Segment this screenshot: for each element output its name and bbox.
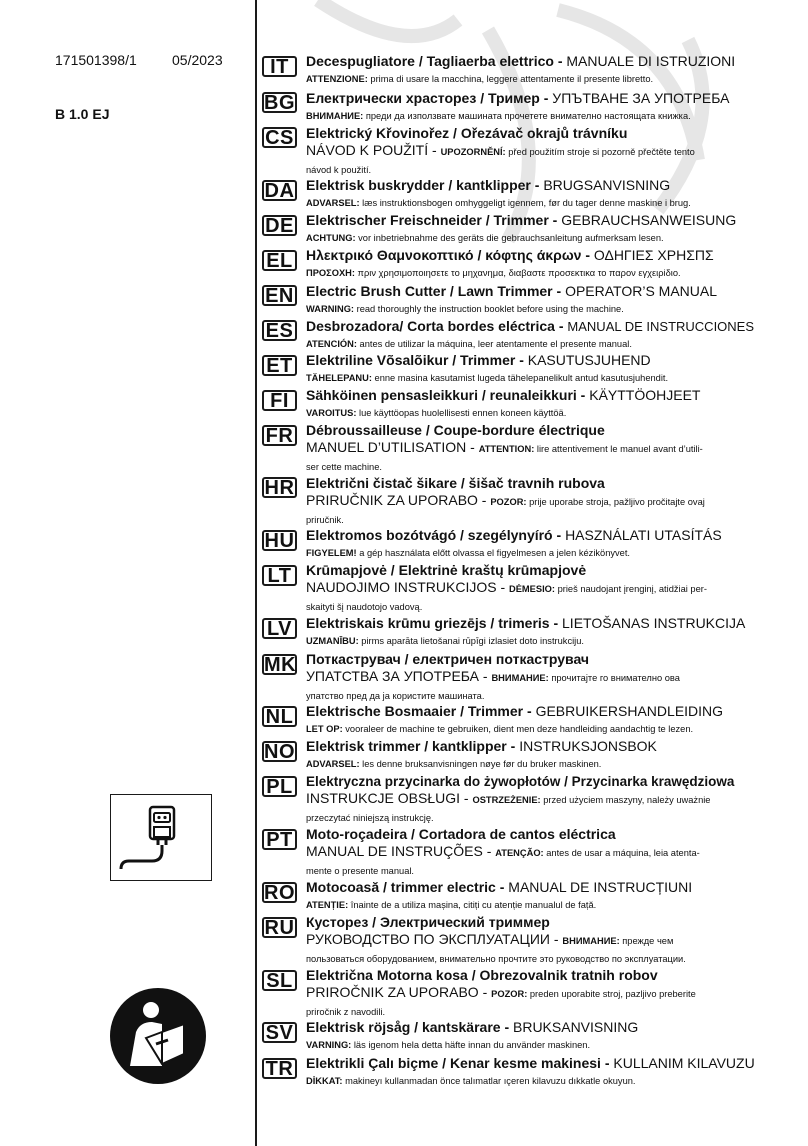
warning-label: LET OP:: [306, 724, 343, 734]
product-title: Krūmapjovė / Elektrinė kraštų krūmapjovė: [306, 562, 587, 578]
warning-label: ADVARSEL:: [306, 198, 360, 208]
lang-entry: [306, 527, 758, 562]
manual-title: GEBRAUCHSANWEISUNG: [561, 212, 737, 228]
manual-title: MANUAL DE INSTRUÇÕES -: [306, 843, 496, 859]
product-title: Motocoasă / trimmer electric -: [306, 879, 509, 895]
warning-label: ATTENZIONE:: [306, 74, 368, 84]
product-title: Sähköinen pensasleikkuri / reunaleikkuri -: [306, 387, 590, 403]
warning-label: VARNING:: [306, 1040, 352, 1050]
manual-title: УПАТСТВА ЗА УПОТРЕБА -: [306, 668, 492, 684]
warning-text: preden uporabite stroj, pazljivo preberite: [527, 989, 696, 999]
plug-icon: [110, 794, 212, 881]
product-title: Elektrisk trimmer / kantklipper -: [306, 738, 520, 754]
product-title: Desbrozadora/ Corta bordes eléctrica -: [306, 318, 568, 334]
product-title: Electric Brush Cutter / Lawn Trimmer -: [306, 283, 566, 299]
warning-text: pirms aparāta lietošanai rūpīgi izlasiet doto instrukciju.: [358, 636, 584, 646]
lang-entry: [306, 773, 758, 827]
lang-badge: LT: [262, 565, 297, 586]
warning-text-cont: mente o presente manual.: [306, 866, 415, 876]
warning-label: DĖMESIO:: [509, 584, 555, 594]
warning-label: ВНИМАНИЕ:: [491, 673, 549, 683]
lang-badge: NO: [264, 741, 295, 763]
warning-text-cont: návod k použití.: [306, 165, 372, 175]
lang-badge: DA: [262, 180, 297, 201]
manual-title: HASZNÁLATI UTASÍTÁS: [565, 527, 722, 543]
warning-text: vor inbetriebnahme des geräts die gebrauchsanleitung aufmerksam lesen.: [355, 233, 664, 243]
lang-entry: [306, 826, 758, 880]
warning-text: antes de utilizar la máquina, leer atentamente el presente manual.: [356, 339, 632, 349]
warning-text: lire attentivement le manuel avant d’utili-: [534, 444, 703, 454]
model-name: B 1.0 EJ: [55, 106, 110, 122]
manual-title: MANUEL D’UTILISATION -: [306, 439, 479, 455]
manual-title: MANUALE DI ISTRUZIONI: [566, 53, 736, 69]
lang-badge: DE: [262, 215, 297, 236]
manual-title: KULLANIM KILAVUZU: [613, 1055, 755, 1071]
lang-entry: [306, 651, 758, 705]
warning-text: enne masina kasutamist lugeda tähelepanelikult antud kasutusjuhendit.: [371, 373, 669, 383]
lang-badge: TR: [262, 1058, 297, 1079]
lang-badge: PT: [262, 829, 297, 850]
lang-entry: [306, 352, 758, 387]
lang-entry: [306, 738, 758, 773]
product-title: Moto-roçadeira / Cortadora de cantos eléctrica: [306, 826, 616, 842]
document-date: 05/2023: [172, 52, 223, 68]
warning-text: înainte de a utiliza mașina, citiți cu atenție manualul de față.: [348, 900, 597, 910]
manual-title: KASUTUSJUHEND: [527, 352, 651, 368]
lang-entry: [306, 90, 758, 125]
manual-title: INSTRUKSJONSBOK: [519, 738, 657, 754]
lang-badge: SL: [262, 970, 297, 991]
lang-entry: [306, 125, 758, 179]
product-title: Decespugliatore / Tagliaerba elettrico -: [306, 53, 567, 69]
warning-text: makineyı kullanmadan önce talımatlar ıçeren kilavuzu dıkkatle okuyun.: [342, 1076, 636, 1086]
lang-badge: ES: [262, 320, 297, 341]
warning-text: прежде чем: [619, 936, 674, 946]
warning-text: read thoroughly the instruction booklet before using the machine.: [354, 304, 624, 314]
warning-label: FIGYELEM!: [306, 548, 357, 558]
manual-title: NAUDOJIMO INSTRUKCIJOS -: [306, 579, 510, 595]
manual-title: GEBRUIKERSHANDLEIDING: [535, 703, 724, 719]
warning-text: læs instruktionsbogen omhyggeligt igennem, før du tager denne maskine i brug.: [359, 198, 691, 208]
lang-entry: [306, 53, 758, 88]
lang-badge: EL: [262, 250, 297, 271]
warning-label: ATENȚIE:: [306, 900, 349, 910]
manual-title: INSTRUKCJE OBSŁUGI -: [306, 790, 473, 806]
warning-text: πριν χρησιμοποιησετε το μηχανημα, διαβαστε προσεκτικα το παρον εγχειρiδιο.: [354, 268, 681, 278]
warning-label: VAROITUS:: [306, 408, 357, 418]
warning-label: UPOZORNĚNÍ:: [440, 147, 506, 157]
product-title: Elektriskais krūmu griezējs / trimeris -: [306, 615, 563, 631]
product-title: Električni čistač šikare / šišač travnih rubova: [306, 475, 605, 491]
product-title: Ηλεκτρικό Θαμνοκοπτικό / κόφτης άκρων -: [306, 247, 594, 263]
lang-badge: IT: [262, 56, 297, 77]
product-title: Elektrische Bosmaaier / Trimmer -: [306, 703, 536, 719]
lang-entry: [306, 562, 758, 616]
lang-entry: [306, 967, 758, 1021]
lang-badge: HR: [262, 477, 297, 498]
warning-text: a gép használata előtt olvassa el figyelmesen a jelen kézikönyvet.: [356, 548, 631, 558]
warning-text-cont: пользоваться оборудованием, внимательно прочтите это руководство по эксплуатации.: [306, 954, 686, 964]
warning-text: prima di usare la macchina, leggere attentamente il presente libretto.: [367, 74, 654, 84]
lang-entry: [306, 475, 758, 529]
warning-text: прочитајте го внимателно ова: [548, 673, 680, 683]
product-title: Elektriline Võsalõikur / Trimmer -: [306, 352, 528, 368]
product-title: Débroussailleuse / Coupe-bordure électrique: [306, 422, 605, 438]
lang-entry: [306, 615, 758, 650]
lang-entry: [306, 879, 758, 914]
warning-text: les denne bruksanvisningen nøye før du bruker maskinen.: [359, 759, 602, 769]
warning-text: antes de usar a máquina, leia atenta-: [543, 848, 700, 858]
warning-text-cont: priručnik.: [306, 515, 344, 525]
lang-entry: [306, 247, 758, 282]
manual-title: ΟΔΗΓΙΕΣ ΧΡΗΣΠΣ: [593, 247, 714, 263]
product-title: Elektromos bozótvágó / szegélynyíró -: [306, 527, 566, 543]
lang-entry: [306, 1055, 758, 1090]
lang-entry: [306, 318, 758, 353]
lang-badge: CS: [262, 127, 297, 148]
warning-text-cont: ser cette machine.: [306, 462, 382, 472]
lang-badge: MK: [264, 654, 297, 676]
lang-badge: BG: [264, 92, 295, 114]
product-title: Поткаструвач / електричен поткаструвач: [306, 651, 590, 667]
product-title: Elektrischer Freischneider / Trimmer -: [306, 212, 562, 228]
product-title: Električna Motorna kosa / Obrezovalnik tratnih robov: [306, 967, 658, 983]
warning-text: преди да използвате машината прочетете внимателно настоящата книжка.: [363, 111, 691, 121]
warning-label: ADVARSEL:: [306, 759, 360, 769]
warning-text-cont: przeczytać niniejszą instrukcję.: [306, 813, 434, 823]
warning-text: lue käyttöopas huolellisesti ennen koneen käyttöä.: [356, 408, 567, 418]
manual-title: KÄYTTÖOHJEET: [589, 387, 701, 403]
warning-label: ВНИМАНИЕ:: [562, 936, 620, 946]
manual-title: LIETOŠANAS INSTRUKCIJA: [562, 615, 746, 631]
product-title: Elektryczna przycinarka do żywopłotów / Przycinarka krawędziowa: [306, 774, 735, 789]
lang-badge: PL: [262, 776, 297, 797]
product-title: Кусторез / Электрический триммер: [306, 914, 550, 930]
lang-entry: [306, 422, 758, 476]
warning-text: prije uporabe stroja, pažljivo pročitajte ovaj: [526, 497, 705, 507]
lang-entry: [306, 387, 758, 422]
lang-entry: [306, 177, 758, 212]
lang-badge: EN: [262, 285, 297, 306]
manual-title: PRIRUČNIK ZA UPORABO -: [306, 492, 491, 508]
manual-title: PRIROČNIK ZA UPORABO -: [306, 984, 492, 1000]
warning-label: ATTENTION:: [478, 444, 535, 454]
warning-label: ВНИМАНИЕ:: [306, 111, 364, 121]
lang-badge: HU: [262, 530, 297, 551]
lang-badge: NL: [262, 706, 297, 727]
manual-title: MANUAL DE INSTRUCCIONES: [567, 319, 755, 334]
warning-label: DİKKAT:: [306, 1076, 343, 1086]
warning-label: POZOR:: [490, 497, 527, 507]
warning-label: ACHTUNG:: [306, 233, 356, 243]
warning-text: vooraleer de machine te gebruiken, dient men deze handleiding aandachtig te lezen.: [342, 724, 694, 734]
manual-title: BRUKSANVISNING: [513, 1019, 639, 1035]
lang-entry: [306, 283, 758, 318]
product-title: Електрически храсторез / Тример -: [306, 90, 553, 106]
document-code: 171501398/1: [55, 52, 137, 68]
warning-text-cont: skaityti šį naudotojo vadovą.: [306, 602, 423, 612]
warning-label: ATENÇÃO:: [495, 848, 544, 858]
lang-badge: LV: [262, 618, 297, 639]
lang-badge: FI: [262, 390, 297, 411]
warning-text-cont: priročnik z navodili.: [306, 1007, 386, 1017]
manual-title: OPERATOR’S MANUAL: [565, 283, 718, 299]
warning-label: WARNING:: [306, 304, 355, 314]
product-title: Elektrisk buskrydder / kantklipper -: [306, 177, 544, 193]
warning-text: prieš naudojant įrenginį, atidžiai per-: [555, 584, 707, 594]
product-title: Elektrisk röjsåg / kantskärare -: [306, 1019, 513, 1035]
warning-label: POZOR:: [491, 989, 528, 999]
read-manual-icon: [110, 988, 206, 1084]
warning-label: TÄHELEPANU:: [306, 373, 372, 383]
warning-label: ΠΡΟΣΟΧΗ:: [306, 268, 355, 278]
vertical-divider: [255, 0, 257, 1146]
lang-badge: ET: [262, 355, 297, 376]
lang-entry: [306, 914, 758, 968]
product-title: Elektrický Křovinořez / Ořezávač okrajů trávníku: [306, 125, 628, 141]
lang-badge: RU: [262, 917, 297, 938]
warning-label: OSTRZEŻENIE:: [472, 795, 541, 805]
warning-text: před použitím stroje si pozorně přečtěte tento: [505, 147, 695, 157]
lang-entry: [306, 212, 758, 247]
warning-label: UZMANĪBU:: [306, 636, 359, 646]
manual-title: УПЪТВАНЕ ЗА УПОТРЕБА: [552, 90, 730, 106]
warning-text: przed użyciem maszyny, należy uważnie: [540, 795, 711, 805]
manual-title: NÁVOD K POUŽITÍ -: [306, 142, 441, 158]
lang-entry: [306, 1019, 758, 1054]
lang-entry: [306, 703, 758, 738]
manual-title: MANUAL DE INSTRUCȚIUNI: [508, 879, 693, 895]
lang-badge: RO: [264, 882, 295, 904]
lang-badge: SV: [262, 1022, 297, 1043]
warning-label: ATENCIÓN:: [306, 339, 357, 349]
warning-text-cont: упатство пред да ја користите машината.: [306, 691, 485, 701]
lang-badge: FR: [262, 425, 297, 446]
warning-text: läs igenom hela detta häfte innan du använder maskinen.: [351, 1040, 591, 1050]
product-title: Elektrikli Çalı biçme / Kenar kesme makinesi -: [306, 1055, 614, 1071]
manual-title: РУКОВОДСТВО ПО ЭКСПЛУАТАЦИИ -: [306, 931, 563, 947]
manual-title: BRUGSANVISNING: [543, 177, 671, 193]
